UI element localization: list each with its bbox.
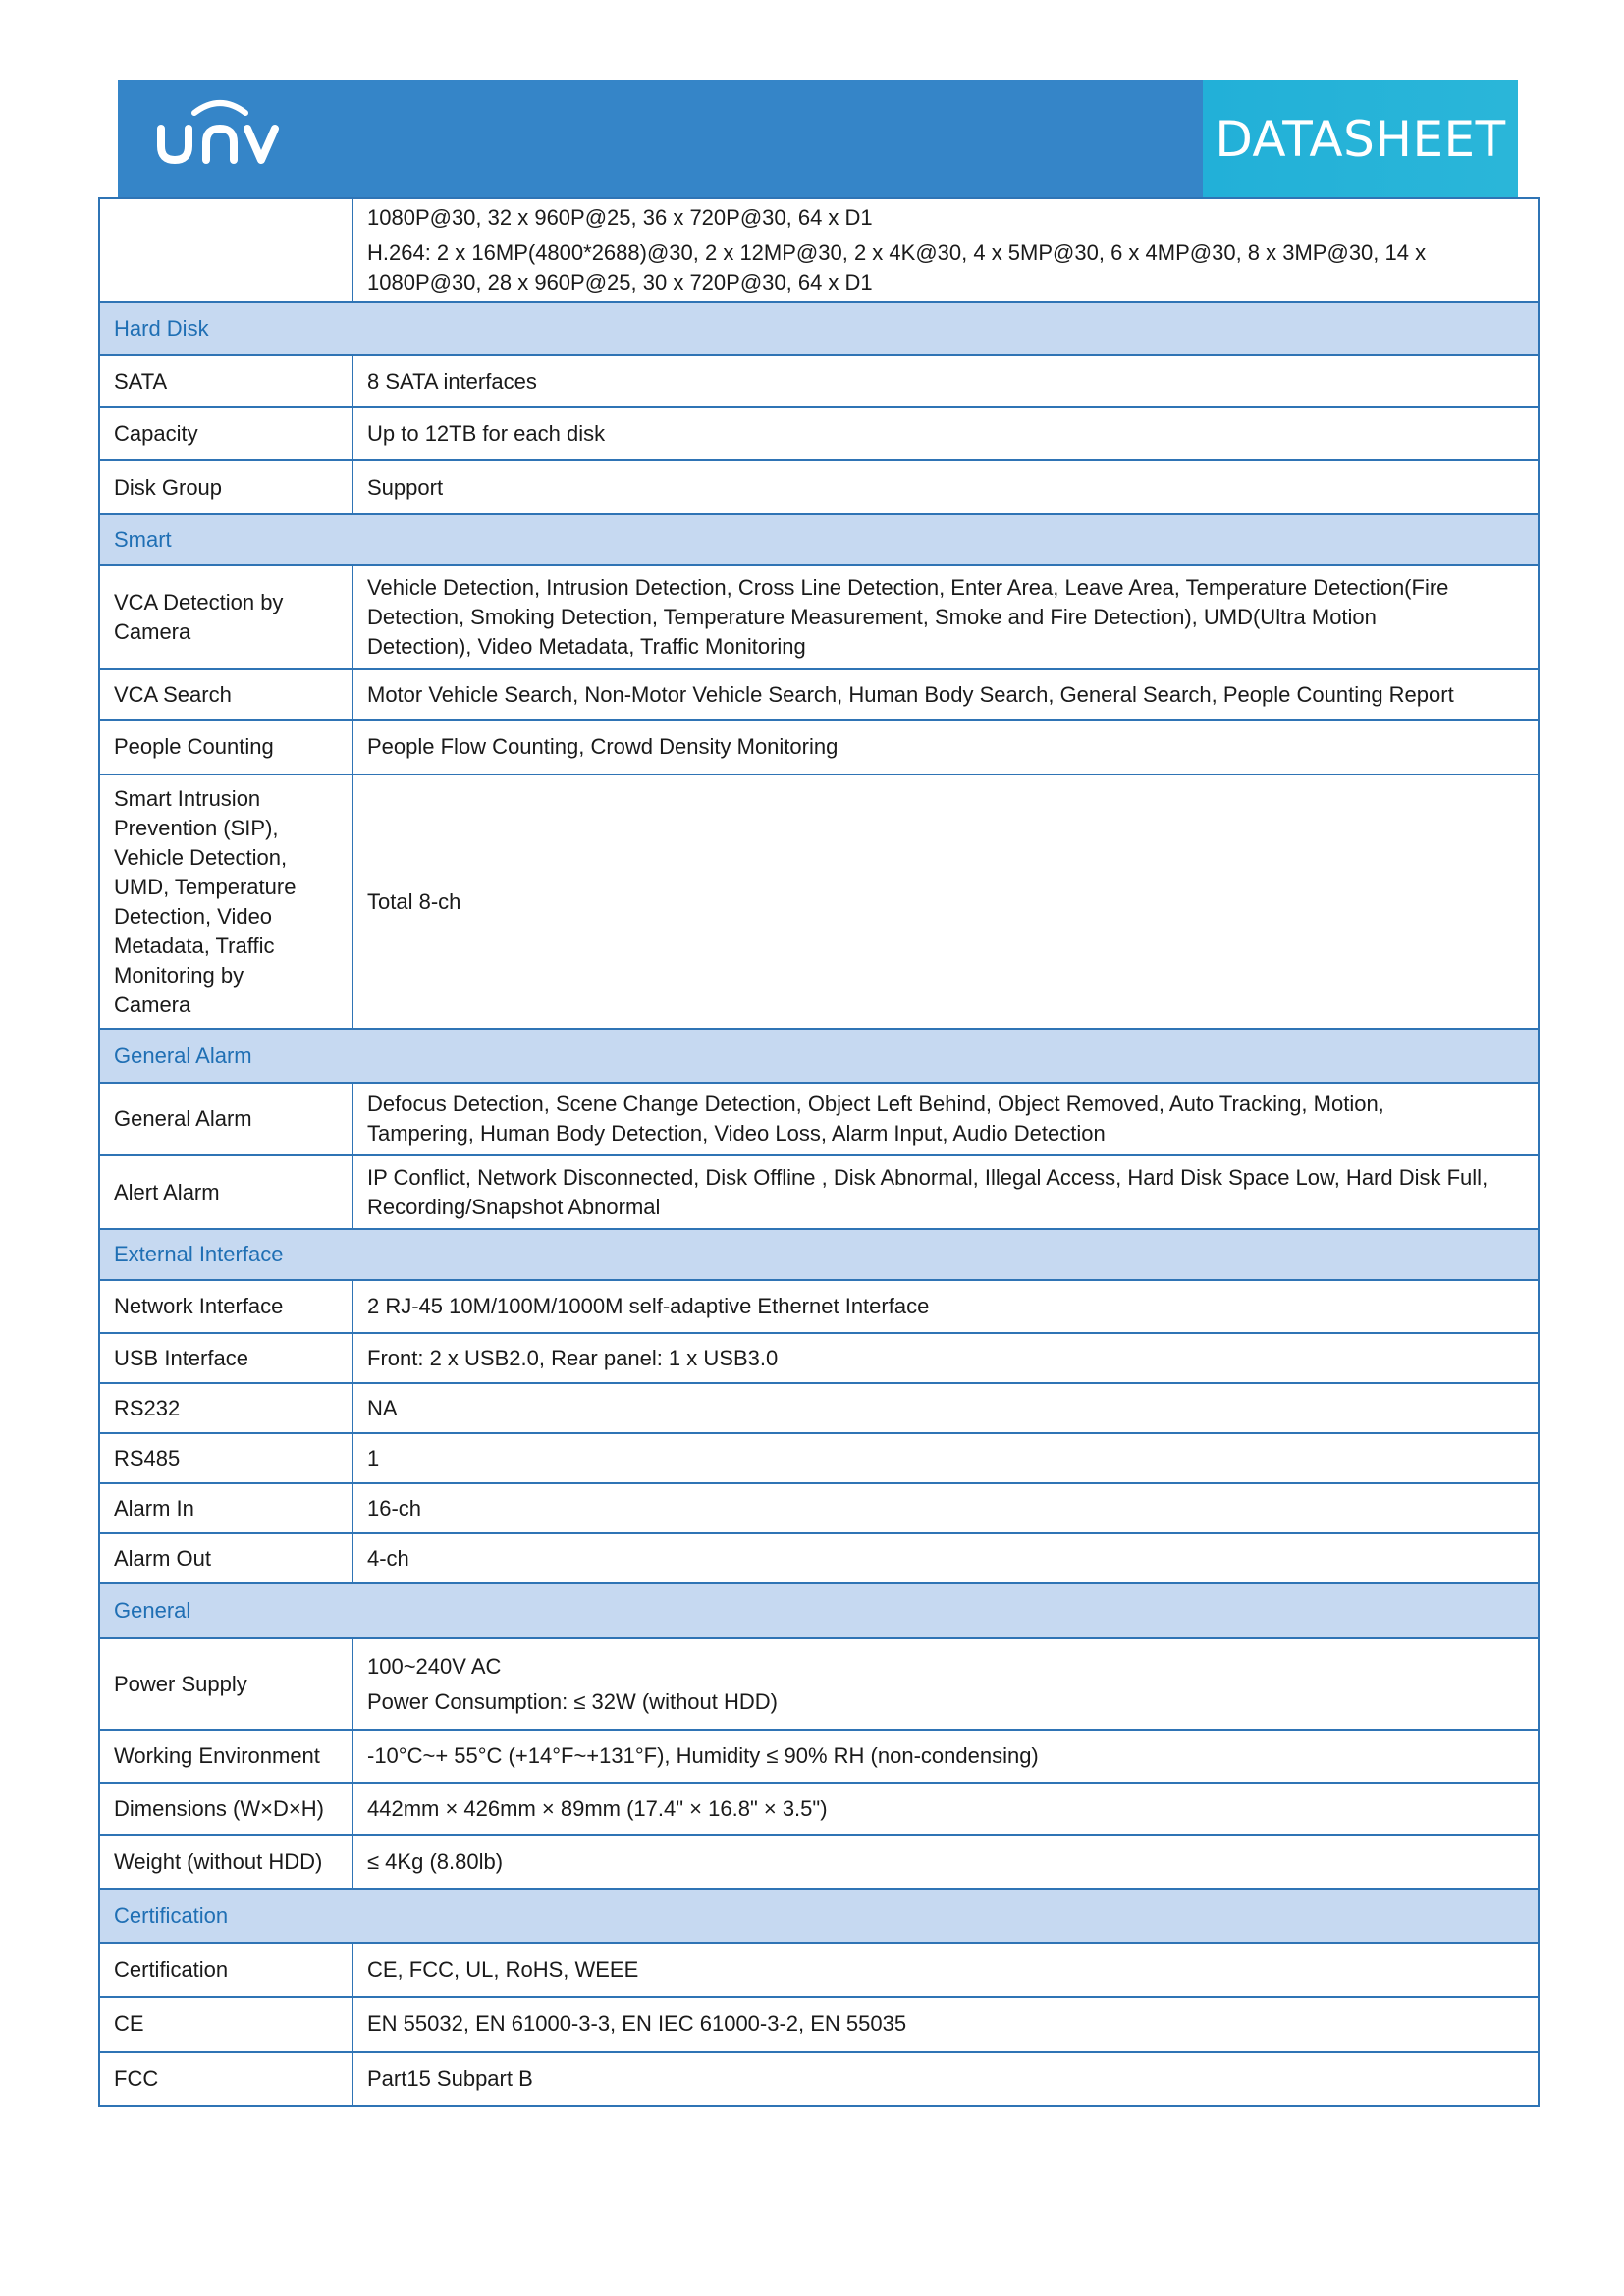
spec-value: 8 SATA interfaces bbox=[352, 355, 1539, 407]
encoding-line: H.264: 2 x 16MP(4800*2688)@30, 2 x 12MP@30, 2 x 4K@30, 4 x 5MP@30, 6 x 4MP@30, 8 x 3MP@30, 14 x bbox=[367, 240, 1427, 265]
section-title: Smart bbox=[99, 514, 1539, 565]
spec-value: Up to 12TB for each disk bbox=[352, 407, 1539, 460]
spec-label: Working Environment bbox=[99, 1730, 352, 1783]
spec-label: Alarm In bbox=[99, 1483, 352, 1533]
spec-value-line: IP Conflict, Network Disconnected, Disk Offline , Disk Abnormal, Illegal Access, Hard Disk Space Low, Hard Disk Full, bbox=[367, 1164, 1489, 1190]
spec-label: Alert Alarm bbox=[99, 1155, 352, 1229]
spec-value bbox=[352, 1638, 1539, 1730]
table-row bbox=[99, 1383, 1539, 1433]
table-row bbox=[99, 1835, 1539, 1889]
spec-label-line: VCA Detection by bbox=[114, 590, 284, 614]
spec-value: 442mm × 426mm × 89mm (17.4" × 16.8" × 3.5") bbox=[352, 1783, 1539, 1835]
spec-label: Power Supply bbox=[99, 1638, 352, 1730]
table-row bbox=[99, 460, 1539, 514]
spec-value: 2 RJ-45 10M/100M/1000M self-adaptive Ethernet Interface bbox=[352, 1280, 1539, 1333]
section-title: General bbox=[99, 1583, 1539, 1638]
section-title: General Alarm bbox=[99, 1029, 1539, 1083]
spec-label: Alarm Out bbox=[99, 1533, 352, 1583]
spec-value: Front: 2 x USB2.0, Rear panel: 1 x USB3.0 bbox=[352, 1333, 1539, 1383]
spec-label: SATA bbox=[99, 355, 352, 407]
spec-value: ≤ 4Kg (8.80lb) bbox=[352, 1835, 1539, 1889]
spec-value: CE, FCC, UL, RoHS, WEEE bbox=[352, 1943, 1539, 1997]
page-header bbox=[118, 80, 1518, 198]
spec-label: VCA Search bbox=[99, 669, 352, 720]
table-row bbox=[99, 1533, 1539, 1583]
spec-label: Dimensions (W×D×H) bbox=[99, 1783, 352, 1835]
spec-label-line: Prevention (SIP), bbox=[114, 815, 279, 840]
spec-value-line: Defocus Detection, Scene Change Detection, Object Left Behind, Object Removed, Auto Tracking, Motion, bbox=[367, 1092, 1384, 1116]
table-row bbox=[99, 198, 1539, 302]
table-row bbox=[99, 1638, 1539, 1730]
table-row bbox=[99, 1155, 1539, 1229]
spec-label-line: Detection, Video bbox=[114, 903, 273, 929]
table-row bbox=[99, 1333, 1539, 1383]
spec-value: 4-ch bbox=[352, 1533, 1539, 1583]
section-header-general-alarm bbox=[99, 1029, 1539, 1083]
section-header-hard-disk bbox=[99, 302, 1539, 355]
datasheet-label: DATASHEET bbox=[1215, 110, 1506, 168]
spec-value: 16-ch bbox=[352, 1483, 1539, 1533]
table-row bbox=[99, 1083, 1539, 1155]
spec-label: General Alarm bbox=[99, 1083, 352, 1155]
table-row bbox=[99, 2052, 1539, 2106]
section-header-certification bbox=[99, 1889, 1539, 1943]
spec-label bbox=[99, 198, 352, 302]
section-title: Certification bbox=[99, 1889, 1539, 1943]
header-brand-bar bbox=[118, 80, 1203, 198]
table-row bbox=[99, 1280, 1539, 1333]
spec-label: Disk Group bbox=[99, 460, 352, 514]
spec-value-line: Power Consumption: ≤ 32W (without HDD) bbox=[367, 1688, 778, 1714]
spec-value: People Flow Counting, Crowd Density Monitoring bbox=[352, 720, 1539, 774]
spec-value bbox=[352, 1083, 1539, 1155]
spec-value-line: Detection, Smoking Detection, Temperature Measurement, Smoke and Fire Detection), UMD(Ultra Motion bbox=[367, 605, 1377, 629]
unv-logo bbox=[139, 80, 287, 198]
spec-value-line: Recording/Snapshot Abnormal bbox=[367, 1194, 661, 1219]
section-header-general bbox=[99, 1583, 1539, 1638]
spec-label-line: Camera bbox=[114, 619, 191, 644]
spec-label-line: Monitoring by bbox=[114, 962, 244, 988]
spec-label bbox=[99, 565, 352, 669]
spec-label-line: Camera bbox=[114, 991, 191, 1017]
datasheet-banner bbox=[1203, 80, 1518, 198]
table-row bbox=[99, 1997, 1539, 2052]
table-row bbox=[99, 1943, 1539, 1997]
spec-value-line: Detection), Video Metadata, Traffic Monitoring bbox=[367, 634, 806, 659]
spec-label bbox=[99, 774, 352, 1029]
spec-value bbox=[352, 565, 1539, 669]
table-row bbox=[99, 1433, 1539, 1483]
encoding-line: 1080P@30, 28 x 960P@25, 30 x 720P@30, 64 x D1 bbox=[367, 270, 873, 294]
spec-label: FCC bbox=[99, 2052, 352, 2106]
spec-label: Certification bbox=[99, 1943, 352, 1997]
spec-label: Weight (without HDD) bbox=[99, 1835, 352, 1889]
spec-label: RS232 bbox=[99, 1383, 352, 1433]
spec-value-line: Vehicle Detection, Intrusion Detection, Cross Line Detection, Enter Area, Leave Area, Temperature Detection(Fire bbox=[367, 575, 1449, 600]
spec-label: Capacity bbox=[99, 407, 352, 460]
table-row bbox=[99, 669, 1539, 720]
spec-label-line: Metadata, Traffic bbox=[114, 933, 275, 958]
spec-label: USB Interface bbox=[99, 1333, 352, 1383]
table-row bbox=[99, 407, 1539, 460]
spec-label-line: Smart Intrusion bbox=[114, 785, 261, 811]
table-row bbox=[99, 355, 1539, 407]
table-row bbox=[99, 1783, 1539, 1835]
spec-value: Support bbox=[352, 460, 1539, 514]
spec-value: EN 55032, EN 61000-3-3, EN IEC 61000-3-2, EN 55035 bbox=[352, 1997, 1539, 2052]
section-header-smart bbox=[99, 514, 1539, 565]
spec-label-line: Vehicle Detection, bbox=[114, 844, 288, 870]
spec-table bbox=[98, 197, 1540, 2107]
spec-value: -10°C~+ 55°C (+14°F~+131°F), Humidity ≤ 90% RH (non-condensing) bbox=[352, 1730, 1539, 1783]
table-row bbox=[99, 774, 1539, 1029]
spec-value-line: 100~240V AC bbox=[367, 1653, 502, 1679]
spec-value bbox=[352, 1155, 1539, 1229]
spec-value: Part15 Subpart B bbox=[352, 2052, 1539, 2106]
spec-label-line: UMD, Temperature bbox=[114, 874, 297, 899]
table-row bbox=[99, 1730, 1539, 1783]
spec-label: People Counting bbox=[99, 720, 352, 774]
spec-value bbox=[352, 198, 1539, 302]
spec-value: Motor Vehicle Search, Non-Motor Vehicle Search, Human Body Search, General Search, People Counting Report bbox=[352, 669, 1539, 720]
section-title: Hard Disk bbox=[99, 302, 1539, 355]
spec-value: NA bbox=[352, 1383, 1539, 1433]
spec-value: Total 8-ch bbox=[352, 774, 1539, 1029]
spec-value: 1 bbox=[352, 1433, 1539, 1483]
encoding-line: 1080P@30, 32 x 960P@25, 36 x 720P@30, 64 x D1 bbox=[367, 205, 873, 230]
spec-value-line: Tampering, Human Body Detection, Video Loss, Alarm Input, Audio Detection bbox=[367, 1121, 1106, 1146]
spec-label: Network Interface bbox=[99, 1280, 352, 1333]
table-row bbox=[99, 565, 1539, 669]
table-row bbox=[99, 720, 1539, 774]
spec-label: CE bbox=[99, 1997, 352, 2052]
table-row bbox=[99, 1483, 1539, 1533]
section-header-external-interface bbox=[99, 1229, 1539, 1280]
spec-label: RS485 bbox=[99, 1433, 352, 1483]
section-title: External Interface bbox=[99, 1229, 1539, 1280]
